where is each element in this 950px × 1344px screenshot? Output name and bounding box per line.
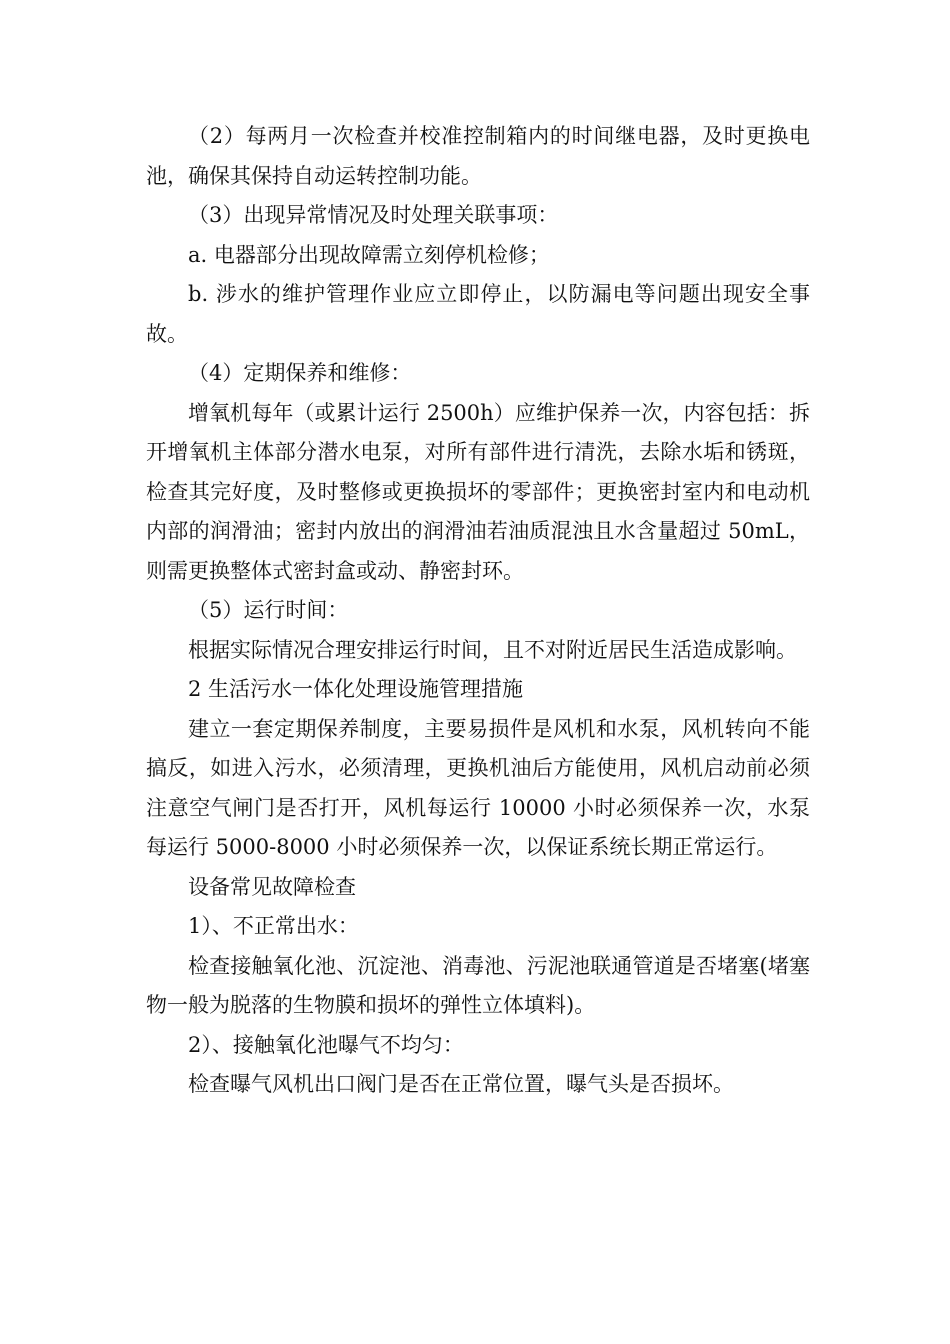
paragraph-runtime-heading: （5）运行时间：: [188, 598, 349, 622]
paragraph-maintenance-system: 建立一套定期保养制度，主要易损件是风机和水泵，风机转向不能搞反，如进入污水，必须清理，更换机油后方能使用，风机启动前必须注意空气闸门是否打开，风机每运行 10000 小时必须保养一次，水泵每运行 5000-8000 小时必须保养一次，以保证系统长期正常运行。: [146, 716, 810, 859]
paragraph-item-a-electrical-fault: a. 电器部分出现故障需立刻停机检修；: [188, 242, 550, 267]
paragraph-item-b-water-operation: b. 涉水的维护管理作业应立即停止，以防漏电等问题出现安全事故。: [146, 282, 810, 346]
paragraph-pipe-blockage-check: 检查接触氧化池、沉淀池、消毒池、污泥池联通管道是否堵塞(堵塞物一般为脱落的生物膜和损坏的弹性立体填料)。: [146, 953, 810, 1017]
paragraph-maintenance-heading: （4）定期保养和维修：: [188, 361, 412, 385]
paragraph-abnormal-outflow-heading: 1）、不正常出水：: [188, 914, 359, 938]
paragraph-aeration-valve-check: 检查曝气风机出口阀门是否在正常位置，曝气头是否损坏。: [188, 1072, 734, 1096]
paragraph-runtime-arrangement: 根据实际情况合理安排运行时间，且不对附近居民生活造成影响。: [188, 637, 797, 662]
paragraph-abnormal-handling-heading: （3）出现异常情况及时处理关联事项：: [188, 203, 559, 227]
document-body: [146, 117, 810, 1105]
paragraph-aerator-maintenance: 增氧机每年（或累计运行 2500h）应维护保养一次，内容包括：拆开增氧机主体部分潜水电泵，对所有部件进行清洗，去除水垢和锈斑，检查其完好度，及时整修或更换损坏的零部件；更换密封室内和电动机内部的润滑油；密封内放出的润滑油若油质混浊且水含量超过 50mL，则需更换整体式密封盒或动、静密封环。: [146, 400, 810, 583]
section-heading-sewage-facility: 2 生活污水一体化处理设施管理措施: [188, 677, 524, 701]
section-heading-fault-check: 设备常见故障检查: [188, 874, 356, 899]
paragraph-time-relay-check: （2）每两月一次检查并校准控制箱内的时间继电器，及时更换电池，确保其保持自动运转控制功能。: [146, 124, 810, 188]
paragraph-uneven-aeration-heading: 2）、接触氧化池曝气不均匀：: [188, 1032, 464, 1057]
